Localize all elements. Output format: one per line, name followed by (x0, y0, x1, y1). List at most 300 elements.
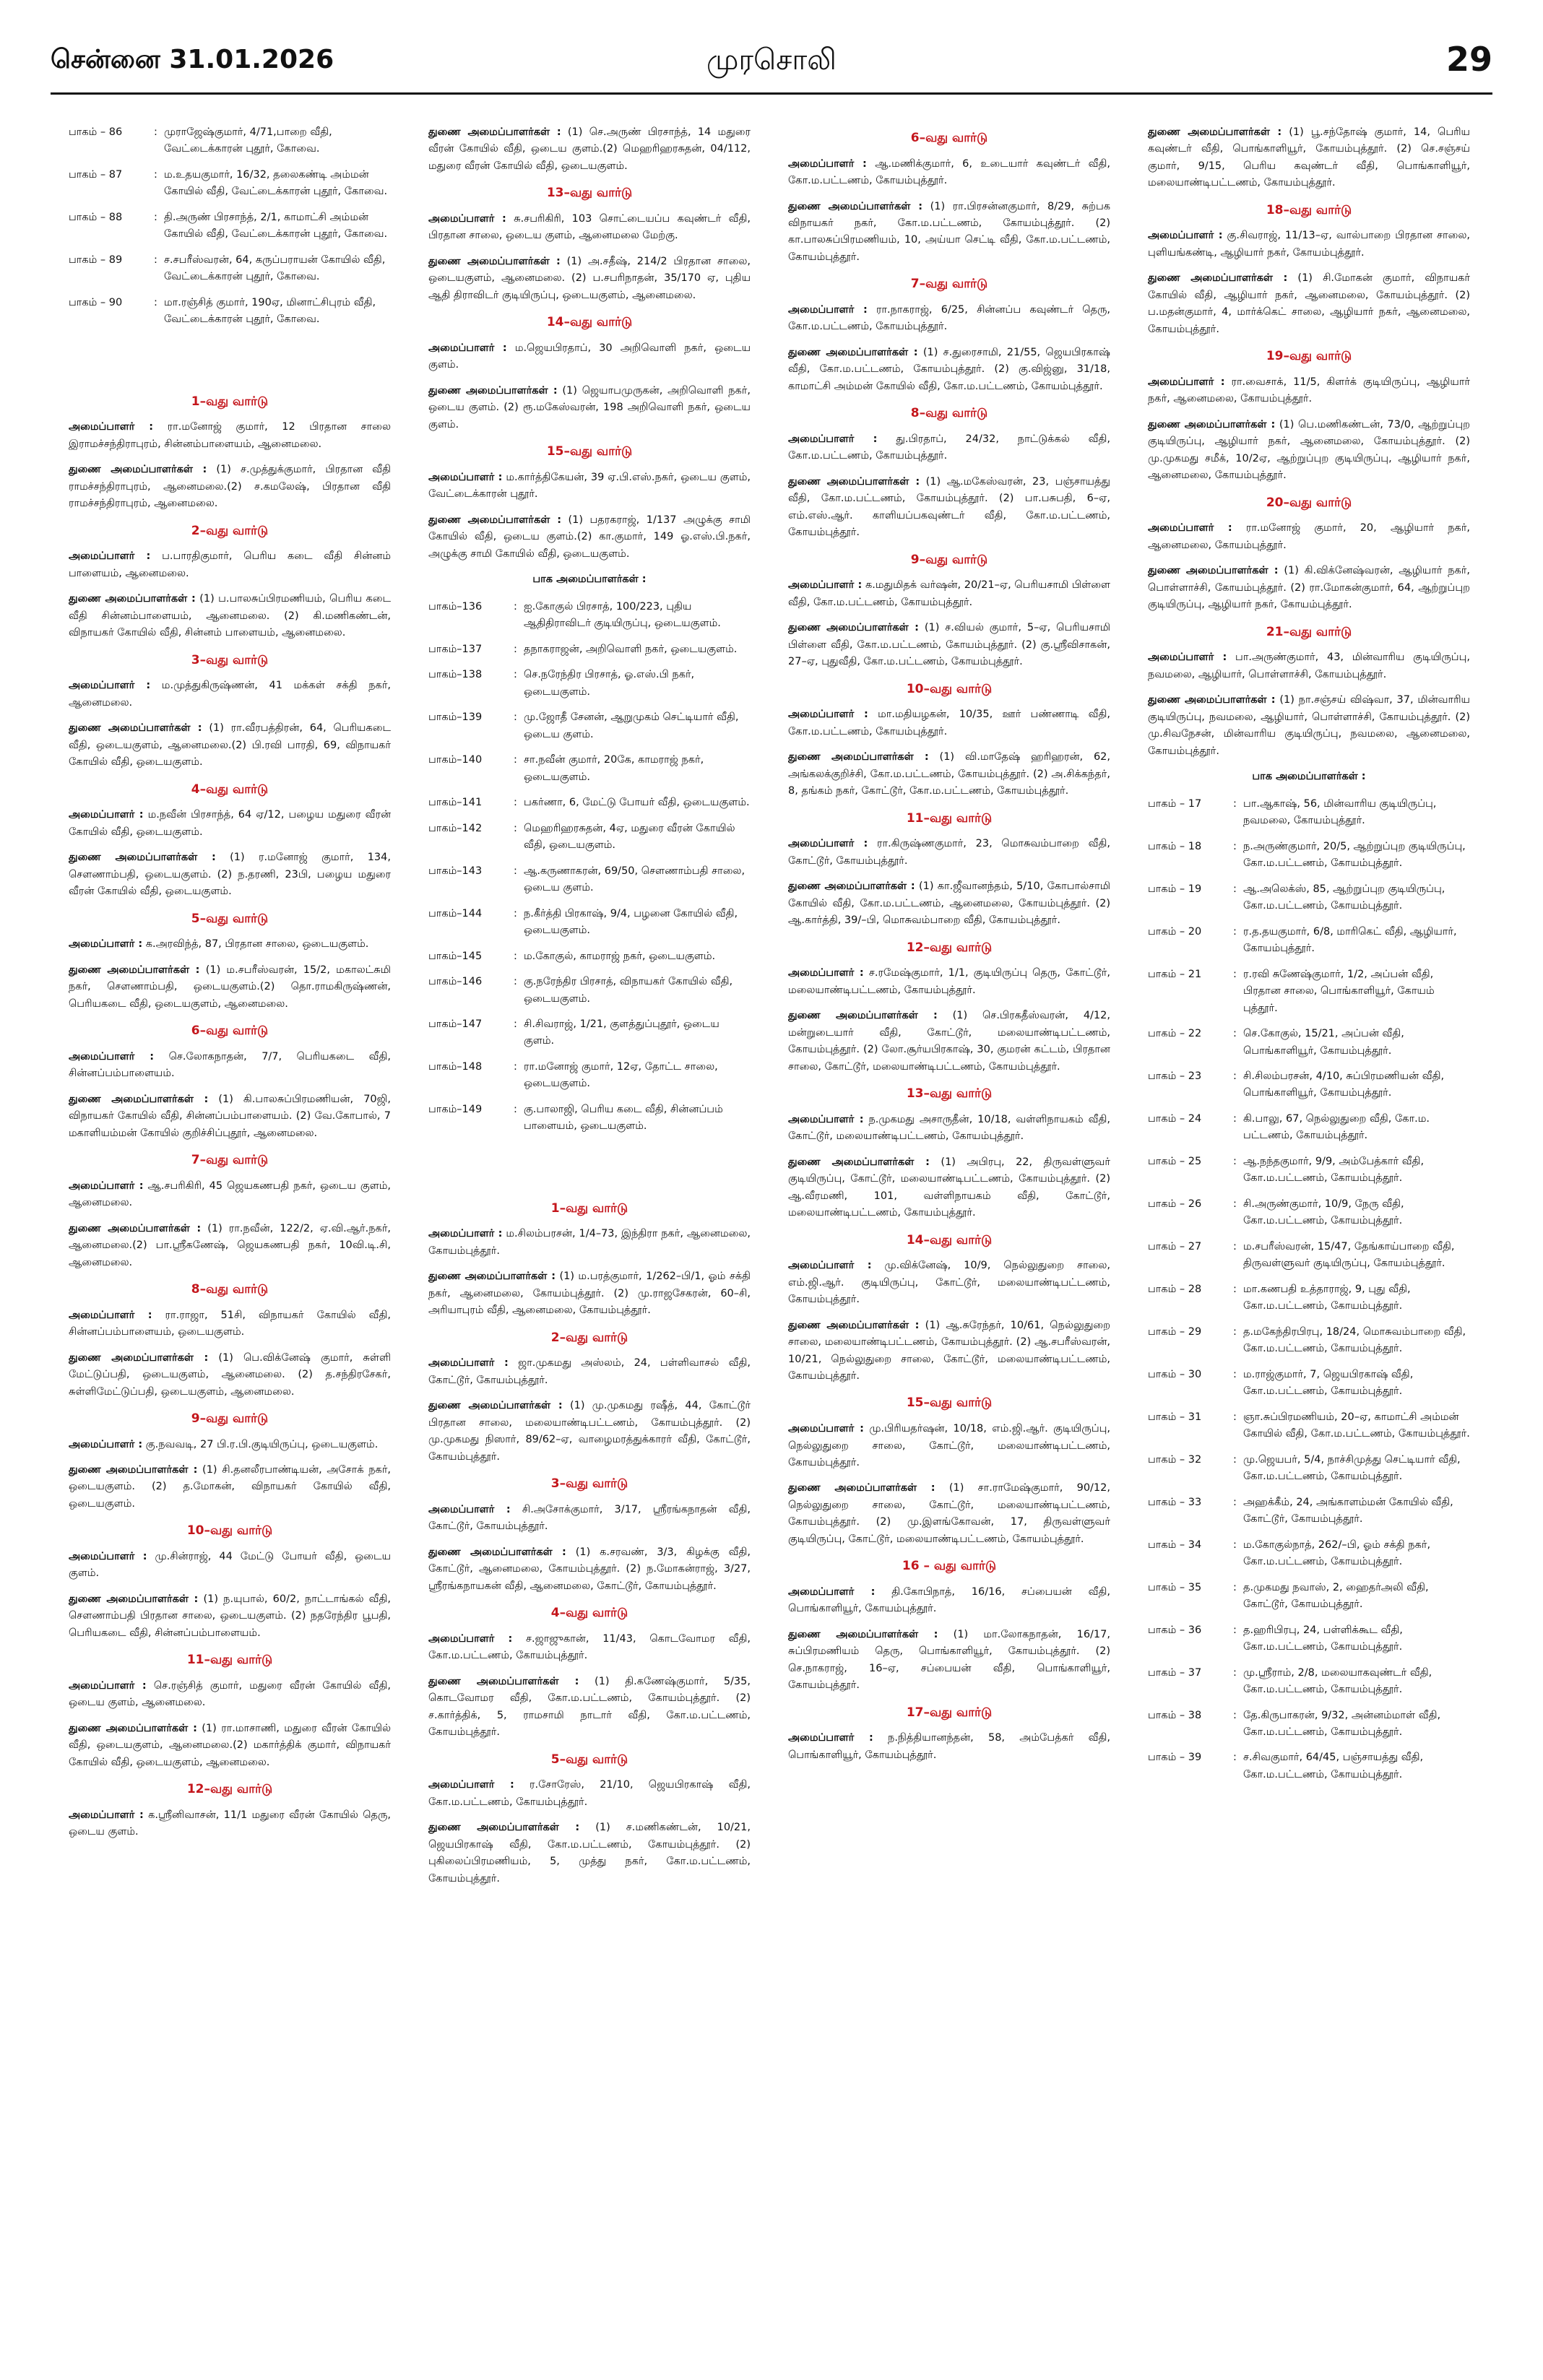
booth-number: பாகம்–144 (428, 907, 483, 919)
booth-entry (428, 641, 751, 658)
role-label: துணை அமைப்பாளர்கள் : (69, 964, 200, 976)
office-bearer-entry (69, 1221, 391, 1271)
entry-text: (1) ரா.மாசாணி, மதுரை வீரன் கோயில் வீதி, ஒடையகுளம், ஆனைமலை.(2) மகார்த்திக் குமார், விநாயகர் கோயில் வீதி, ஒடையகுளம், ஆனைமலை. (69, 1722, 391, 1768)
separator: : (1233, 1198, 1237, 1210)
office-bearer-entry (788, 345, 1110, 395)
booth-entry (1148, 1708, 1470, 1741)
separator: : (154, 254, 157, 266)
entry-text: ம.முத்துகிருஷ்ணன், 41 மக்கள் சக்தி நகர், ஆனைமலை. (69, 680, 391, 709)
office-bearer-entry (69, 1178, 391, 1212)
role-label: அமைப்பாளர் : (1148, 376, 1225, 388)
ward-heading: 12–வது வார்டு (906, 940, 993, 955)
booth-entry (428, 752, 751, 786)
column-4 (1148, 124, 1470, 2363)
booth-number: பாகம் – 32 (1148, 1453, 1202, 1466)
role-label: அமைப்பாளர் : (428, 1228, 503, 1240)
entry-text: (1) ரா.நவீன், 122/2, ஏ.வி.ஆர்.நகர், ஆனைமலை.(2) பா.ஸ்ரீகணேஷ், ஜெயகணபதி நகர், 10வி.டி.சி, ஆனைமலை. (69, 1222, 391, 1268)
booth-number: பாகம்–140 (428, 754, 483, 766)
role-label: துணை அமைப்பாளர்கள் : (428, 514, 562, 526)
role-label: அமைப்பாளர் : (788, 157, 867, 170)
office-bearer-entry (69, 1350, 391, 1401)
entry-text: (1) தி.கணேஷ்குமார், 5/35, கொடவோமர வீதி, கோ.ம.பட்டணம், கோயம்புத்தூர். (2) ச.கார்த்திக், 5, ராமசாமி நாடார் வீதி, கோ.ம.பட்டணம், கோயம்புத்தூர். (428, 1675, 751, 1739)
office-bearer-entry (428, 1268, 751, 1319)
role-label: துணை அமைப்பாளர்கள் : (428, 1400, 563, 1412)
booth-address: ஆ.அலெக்ஸ், 85, ஆற்றுப்புற குடியிருப்பு, கோ.ம.பட்டணம், கோயம்புத்தூர். (1243, 883, 1445, 912)
entry-text: மு.பிரியதர்ஷன், 10/18, எம்.ஜி.ஆர். குடியிருப்பு, நெல்லுதுறை சாலை, கோட்டூர், மலையாண்டிபட்டணம், கோயம்புத்தூர். (788, 1423, 1110, 1468)
office-bearer-entry (69, 1049, 391, 1083)
booth-address: ர.ரவி சுணேஷ்குமார், 1/2, அப்பன் வீதி, பிரதான சாலை, பொங்காளியூர், கோயம் புத்தூர். (1243, 968, 1435, 1014)
booth-address: மு.ஜெயபர், 5/4, நாச்சிமுத்து செட்டியார் வீதி, கோ.ம.பட்டணம், கோயம்புத்தூர். (1243, 1453, 1461, 1483)
booth-address: த.மகேந்திரபிரபு, 18/24, மொசுவம்பாறை வீதி, கோ.ம.பட்டணம், கோயம்புத்தூர். (1243, 1325, 1466, 1355)
role-label: துணை அமைப்பாளர்கள் : (1148, 418, 1276, 430)
role-label: அமைப்பாளர் : (69, 421, 154, 433)
booth-address: தநாகராஜன், அறிவொளி நகர், ஒடையகுளம். (524, 643, 738, 655)
separator: : (1233, 1112, 1237, 1125)
booth-address: செ.நரேந்திர பிரசாத், ஓ.எஸ்.பி நகர், ஒடையகுளம். (524, 669, 695, 698)
role-label: அமைப்பாளர் : (428, 1779, 514, 1791)
booth-entry (1148, 1749, 1470, 1783)
ward-heading: 10–வது வார்டு (906, 681, 993, 696)
role-label: அமைப்பாளர் : (428, 1357, 509, 1369)
entry-text: (1) அ.சதீஷ், 214/2 பிரதான சாலை, ஒடையகுளம், ஆனைமலை. (2) ப.சபரிநாதன், 35/170 ஏ, புதிய ஆதி திராவிடர் குடியிருப்பு, ஒடையகுளம், ஆனைமலை. (428, 255, 751, 301)
entry-text: (1) பதரகராஜ், 1/137 அழுக்கு சாமி கோயில் வீதி, ஒடைய குளம்.(2) கா.குமார், 149 ஓ.எஸ்.பி.நகர், அழுக்கு சாமி கோயில் வீதி, ஒடையகுளம். (428, 514, 751, 560)
office-bearer-entry (69, 462, 391, 512)
booth-address: மெஹரிஹரசுதன், 4ஏ, மதுரை வீரன் கோயில் வீதி, ஒடையகுளம். (524, 822, 735, 852)
booth-number: பாகம்–139 (428, 711, 483, 724)
booth-number: பாகம் – 28 (1148, 1283, 1202, 1295)
ward-heading: 4–வது வார்டு (191, 782, 269, 797)
office-bearer-entry (1148, 374, 1470, 408)
entry-text: ம.ஜெயபிரதாப், 30 அறிவொளி நகர், ஒடைய குளம். (428, 342, 751, 371)
booth-entry (1148, 1665, 1470, 1699)
role-label: துணை அமைப்பாளர்கள் : (69, 1722, 197, 1734)
booth-address: பா.ஆகாஷ், 56, மின்வாரிய குடியிருப்பு, நவமலை, கோயம்புத்தூர். (1243, 797, 1437, 827)
role-label: அமைப்பாளர் : (788, 303, 868, 316)
ward-heading: 3–வது வார்டு (550, 1476, 628, 1492)
booth-number: பாகம் – 27 (1148, 1240, 1202, 1252)
role-label: துணை அமைப்பாளர்கள் : (788, 346, 918, 358)
office-bearer-entry (788, 965, 1110, 999)
entry-text: மு.சின்ராஜ், 44 மேட்டு போயர் வீதி, ஒடைய குளம். (69, 1550, 391, 1580)
ward-heading: 5–வது வார்டு (550, 1752, 628, 1767)
booth-entry (69, 252, 391, 286)
role-label: துணை அமைப்பாளர்கள் : (69, 464, 207, 476)
booth-address: த.ஹரிபிரபு, 24, பள்ளிக்கூட வீதி, கோ.ம.பட்டணம், கோயம்புத்தூர். (1243, 1624, 1403, 1653)
booth-entry (428, 948, 751, 965)
separator: : (1233, 1368, 1237, 1380)
role-label: அமைப்பாளர் : (69, 938, 143, 951)
booth-number: பாகம் – 89 (69, 254, 123, 266)
office-bearer-entry (428, 1777, 751, 1811)
booth-entry (1148, 1409, 1470, 1443)
booth-entry (428, 1016, 751, 1050)
entry-text: ப.பாரதிகுமார், பெரிய கடை வீதி சின்னம் பாளையம், ஆனைமலை. (69, 550, 391, 579)
section-subheading: பாக அமைப்பாளர்கள் : (532, 574, 647, 586)
role-label: துணை அமைப்பாளர்கள் : (788, 1156, 930, 1168)
separator: : (1233, 1155, 1237, 1167)
office-bearer-entry (69, 548, 391, 582)
role-label: துணை அமைப்பாளர்கள் : (788, 1482, 935, 1494)
entry-text: (1) ந.யுபால், 60/2, நாட்டாங்கல் வீதி, சௌணாம்பதி பிரதான சாலை, ஒடையகுளம். (2) நதரேந்திர பூபதி, பெரியகடை வீதி, சின்னப்பம்பாளையம். (69, 1593, 391, 1639)
booth-entry (1148, 1239, 1470, 1273)
separator: : (1233, 883, 1237, 895)
role-label: அமைப்பாளர் : (69, 809, 144, 821)
booth-number: பாகம் – 86 (69, 126, 123, 138)
section-spacer (69, 337, 391, 388)
role-label: அமைப்பாளர் : (428, 1632, 513, 1645)
role-label: துணை அமைப்பாளர்கள் : (788, 751, 929, 763)
role-label: துணை அமைப்பாளர்கள் : (69, 722, 202, 735)
office-bearer-entry (428, 383, 751, 433)
booth-number: பாகம்–136 (428, 600, 483, 613)
separator: : (1233, 1496, 1237, 1508)
separator: : (1233, 1581, 1237, 1593)
office-bearer-entry (428, 211, 751, 245)
role-label: துணை அமைப்பாளர்கள் : (69, 852, 216, 864)
entry-text: ரா.கிருஷ்ணகுமார், 23, மொசுவம்பாறை வீதி, கோட்டூர், கோயம்புத்தூர். (788, 838, 1110, 867)
office-bearer-entry (428, 340, 751, 374)
ward-heading: 11–வது வார்டு (906, 810, 993, 826)
booth-entry (1148, 1537, 1470, 1571)
role-label: அமைப்பாளர் : (69, 680, 151, 692)
entry-text: (1) ச.துரைசாமி, 21/55, ஜெயபிரகாஷ் வீதி, கோ.ம.பட்டணம், கோயம்புத்தூர். (2) கு.விஜ்னு, 31/18, காமாட்சி அம்மன் கோயில் வீதி, கோ.ம.பட்டணம், கோயம்புத்தூர். (788, 346, 1110, 392)
separator: : (1233, 840, 1237, 852)
booth-entry (428, 709, 751, 743)
booth-address: கி.பாலு, 67, நெல்லுதுறை வீதி, கோ.ம. பட்டணம், கோயம்புத்தூர். (1243, 1112, 1430, 1142)
entry-text: (1) ப.பாலசுப்பிரமணியம், பெரிய கடை வீதி சின்னம்பாளையம், ஆனைமலை. (2) கி.மணிகண்டன், விநாயகர் கோயில் வீதி, சின்னம் பாளையம், ஆனைமலை. (69, 593, 391, 639)
booth-address: ஞா.சுப்பிரமணியம், 20–ஏ, காமாட்சி அம்மன் கோயில் வீதி, கோ.ம.பட்டணம், கோயம்புத்தூர். (1243, 1411, 1470, 1440)
entry-text: (1) ச.மணிகண்டன், 10/21, ஜெயபிரகாஷ் வீதி, கோ.ம.பட்டணம், கோயம்புத்தூர். (2) புகிலைப்பிரமணியம், 5, முத்து நகர், கோ.ம.பட்டணம், கோயம்புத்தூர். (428, 1822, 751, 1884)
ward-heading: 12–வது வார்டு (186, 1782, 273, 1797)
office-bearer-entry (428, 254, 751, 304)
ward-heading: 5–வது வார்டு (191, 911, 269, 926)
booth-number: பாகம்–146 (428, 976, 483, 988)
booth-address: ஆ.நந்தகுமார், 9/9, அம்பேத்கார் வீதி, கோ.ம.பட்டணம், கோயம்புத்தூர். (1243, 1155, 1425, 1185)
ward-heading: 8–வது வார்டு (191, 1282, 269, 1297)
ward-heading: 6–வது வார்டு (191, 1024, 269, 1039)
entry-text: செ.லோகநாதன், 7/7, பெரியகடை வீதி, சின்னப்பம்பாளையம். (69, 1050, 391, 1080)
role-label: அமைப்பாளர் : (788, 1260, 872, 1272)
separator: : (514, 600, 517, 613)
role-label: அமைப்பாளர் : (428, 1503, 511, 1515)
booth-entry (1148, 924, 1470, 958)
booth-address: ர.த.தயகுமார், 6/8, மாரிகெட் வீதி, ஆழியார், கோயம்புத்தூர். (1243, 925, 1457, 955)
ward-heading: 17–வது வார்டு (906, 1705, 993, 1720)
booth-entry (69, 209, 391, 243)
office-bearer-entry (69, 720, 391, 771)
entry-text: ஜா.முகமது அஸ்லம், 24, பள்ளிவாசல் வீதி, கோட்டூர், கோயம்புத்தூர். (428, 1357, 751, 1386)
office-bearer-entry (1148, 124, 1470, 192)
separator: : (514, 1103, 517, 1115)
entry-text: (1) கி.பாலசுப்பிரமணியன், 70ஜி, விநாயகர் கோயில் வீதி, சின்னப்பம்பாளையம். (2) வே.கோபால், 7 மகாளியம்மன் கோயில் குறிச்சிப்புதூர், ஆனைமலை. (69, 1093, 391, 1139)
office-bearer-entry (788, 577, 1110, 611)
entry-text: து.பிரதாப், 24/32, நாட்டுக்கல் வீதி, கோ.ம.பட்டணம், கோயம்புத்தூர். (788, 433, 1110, 462)
booth-number: பாகம் – 29 (1148, 1325, 1202, 1338)
ward-heading: 14–வது வார்டு (546, 315, 633, 330)
entry-text: கு.சிவராஜ், 11/13–ஏ, வால்பாறை பிரதான சாலை, புளியங்கண்டி, ஆழியார் நகர், கோயம்புத்தூர். (1148, 230, 1470, 259)
role-label: அமைப்பாளர் : (69, 1438, 143, 1450)
booth-entry (1148, 1452, 1470, 1486)
booth-address: மா.கணபதி உத்தாராஜ், 9, புது வீதி, கோ.ம.பட்டணம், கோயம்புத்தூர். (1243, 1283, 1411, 1312)
office-bearer-entry (788, 1584, 1110, 1618)
separator: : (154, 211, 157, 223)
office-bearer-entry (69, 591, 391, 641)
booth-number: பாகம்–138 (428, 669, 483, 681)
entry-text: க.அரவிந்த், 87, பிரதான சாலை, ஒடையகுளம். (145, 938, 369, 951)
role-label: அமைப்பாளர் : (69, 1050, 155, 1063)
role-label: துணை அமைப்பாளர்கள் : (1148, 565, 1279, 577)
office-bearer-entry (788, 431, 1110, 465)
office-bearer-entry (788, 706, 1110, 740)
column-3 (788, 124, 1110, 2363)
entry-text: ம.சிலம்பரசன், 1/4–73, இந்திரா நகர், ஆனைமலை, கோயம்புத்தூர். (428, 1228, 751, 1257)
separator: : (154, 296, 157, 308)
ward-heading: 9–வது வார்டு (910, 552, 988, 567)
entry-text: (1) பெ.விக்னேஷ் குமார், சுள்ளி மேட்டுப்பதி, ஒடையகுளம், ஆனைமலை. (2) த.சந்திரசேகர், சுள்ளிமேட்டுப்பதி, ஒடையகுளம், ஆனைமலை. (69, 1351, 391, 1398)
column-2 (428, 124, 751, 2363)
entry-text: ம.நவீன் பிரசாந்த், 64 ஏ/12, பழைய மதுரை வீரன் கோயில் வீதி, ஒடையகுளம். (69, 809, 391, 838)
entry-text: (1) சி.மோகன் குமார், விநாயகர் கோயில் வீதி, ஆழியார் நகர், ஆனைமலை, கோயம்புத்தூர். (2) ப.மதன்குமார், 4, மார்க்கெட் சாலை, ஆழியார் நகர், ஆனைமலை, கோயம்புத்தூர். (1148, 272, 1470, 335)
role-label: துணை அமைப்பாளர்கள் : (788, 475, 920, 488)
ward-heading: 15–வது வார்டு (906, 1395, 993, 1411)
role-label: துணை அமைப்பாளர்கள் : (428, 384, 558, 397)
booth-address: ந.கீர்த்தி பிரகாஷ், 9/4, பழனை கோயில் வீதி, ஒடையகுளம். (524, 907, 738, 937)
role-label: அமைப்பாளர் : (69, 1679, 147, 1692)
booth-entry (69, 295, 391, 329)
office-bearer-entry (428, 1544, 751, 1595)
entry-text: (1) அபிரபு, 22, திருவள்ளுவர் குடியிருப்பு, கோட்டூர், மலையாண்டிபட்டணம், கோயம்புத்தூர். (2) ஆ.வீரமணி, 101, வள்ளிநாயகம் வீதி, கோட்டூர், மலையாண்டிபட்டணம், கோயம்புத்தூர். (788, 1156, 1110, 1219)
entry-text: (1) ஜெயாபமுருகன், அறிவொளி நகர், ஒடைய குளம். (2) ரூ.மகேஸ்வரன், 198 அறிவொளி நகர், ஒடைய குளம். (428, 384, 751, 430)
office-bearer-entry (788, 1730, 1110, 1764)
booth-entry (69, 167, 391, 201)
booth-entry (1148, 1068, 1470, 1102)
separator: : (514, 711, 517, 724)
ward-heading: 4–வது வார்டு (550, 1606, 628, 1621)
office-bearer-entry (69, 1307, 391, 1341)
booth-address: ம.கோகுல், காமராஜ் நகர், ஒடையகுளம். (524, 950, 716, 962)
office-bearer-entry (788, 878, 1110, 929)
entry-text: ரா.ராஜா, 51சி, விநாயகர் கோயில் வீதி, சின்னப்பம்பாளையம், ஒடையகுளம். (69, 1309, 391, 1338)
ward-heading: 20–வது வார்டு (1266, 495, 1352, 510)
office-bearer-entry (69, 678, 391, 711)
booth-address: கு.நரேந்திர பிரசாத், விநாயகர் கோயில் வீதி, ஒடையகுளம். (524, 976, 733, 1005)
office-bearer-entry (788, 1112, 1110, 1146)
role-label: துணை அமைப்பாளர்கள் : (1148, 694, 1276, 706)
ward-heading: 13–வது வார்டு (906, 1086, 993, 1102)
separator: : (1233, 1453, 1237, 1466)
office-bearer-entry (1148, 520, 1470, 554)
office-bearer-entry (428, 1674, 751, 1741)
office-bearer-entry (69, 849, 391, 900)
booth-entry (428, 599, 751, 633)
office-bearer-entry (788, 302, 1110, 336)
entry-text: ஆ.சபரிகிரி, 45 ஜெயகணபதி நகர், ஒடைய குளம், ஆனைமலை. (69, 1180, 391, 1209)
entry-text: ந.நித்தியானந்தன், 58, அம்பேத்கர் வீதி, பொங்காளியூர், கோயம்புத்தூர். (788, 1732, 1110, 1761)
office-bearer-entry (69, 1437, 391, 1453)
booth-entry (1148, 796, 1470, 830)
entry-text: ரா.மனோஜ் குமார், 12 பிரதான சாலை இராமச்சந்திராபுரம், சின்னம்பாளையம், ஆனைமலை. (69, 421, 391, 450)
entry-text: செ.ரஞ்சித் குமார், மதுரை வீரன் கோயில் வீதி, ஒடைய குளம், ஆனைமலை. (69, 1679, 391, 1709)
booth-address: செ.கோகுல், 15/21, அப்பன் வீதி, பொங்காளியூர், கோயம்புத்தூர். (1243, 1028, 1404, 1057)
entry-text: சி.அசோக்குமார், 3/17, ஸ்ரீரங்கநாதன் வீதி, கோட்டூர், கோயம்புத்தூர். (428, 1503, 751, 1533)
entry-text: (1) மு.முகமது ரஷீத், 44, கோட்டூர் பிரதான சாலை, மலையாண்டிபட்டணம், கோயம்புத்தூர். (2) மு.முகமது நிஸார், 89/62–ஏ, வாழைமரத்துக்காரர் வீதி, கோட்டூர், கோயம்புத்தூர். (428, 1400, 751, 1463)
role-label: அமைப்பாளர் : (69, 550, 151, 563)
booth-entry (1148, 1494, 1470, 1528)
booth-number: பாகம் – 20 (1148, 925, 1202, 938)
booth-entry (428, 906, 751, 940)
office-bearer-entry (69, 1591, 391, 1642)
entry-text: (1) ரா.வீரபத்திரன், 64, பெரியகடை வீதி, ஒடையகுளம், ஆனைமலை.(2) பி.ரவி பாரதி, 69, விநாயகர் கோயில் வீதி, ஒடையகுளம். (69, 722, 391, 769)
role-label: அமைப்பாளர் : (69, 1809, 144, 1821)
role-label: துணை அமைப்பாளர்கள் : (428, 255, 561, 267)
entry-text: (1) மா.லோகநாதன், 16/17, சுப்பிரமணியம் தெரு, பொங்காளியூர், கோயம்புத்தூர். (2) செ.நாகராஜ், 16–ஏ, சப்பையன் வீதி, பொங்காளியூர், கோயம்புத்தூர். (788, 1628, 1110, 1692)
booth-address: மு.ஜோதீ சேனன், ஆறுமுகம் செட்டியார் வீதி, ஒடைய குளம். (524, 711, 739, 740)
ward-heading: 11–வது வார்டு (186, 1653, 273, 1668)
booth-address: ம.சபரீஸ்வரன், 15/47, தேங்காய்பாறை வீதி, திருவள்ளுவர் குடியிருப்பு, கோயம்புத்தூர். (1243, 1240, 1455, 1270)
separator: : (1233, 1411, 1237, 1423)
role-label: அமைப்பாளர் : (428, 471, 503, 483)
entry-text: (1) ஆ.மகேஸ்வரன், 23, பஞ்சாயத்து வீதி, கோ.ம.பட்டணம், கோயம்புத்தூர். (2) பா.பசுபதி, 6–ஏ, எம்.எஸ்.ஆர். காளியப்பகவுண்டர் வீதி, கோ.ம.பட்டணம், கோயம்புத்தூர். (788, 475, 1110, 539)
ward-heading: 14–வது வார்டு (906, 1232, 993, 1247)
booth-address: ரா.மனோஜ் குமார், 12ஏ, தோட்ட சாலை, ஒடையகுளம். (524, 1060, 718, 1090)
masthead-rule (51, 92, 1492, 95)
office-bearer-entry (428, 512, 751, 563)
separator: : (514, 1018, 517, 1030)
booth-address: ந.அருண்குமார், 20/5, ஆற்றுப்புற குடியிருப்பு, கோ.ம.பட்டணம், கோயம்புத்தூர். (1243, 840, 1466, 870)
entry-text: தி.கோபிநாத், 16/16, சப்பையன் வீதி, பொங்காளியூர், கோயம்புத்தூர். (788, 1585, 1110, 1615)
office-bearer-entry (428, 1502, 751, 1536)
ward-heading: 1–வது வார்டு (550, 1200, 628, 1216)
entry-text: மா.மதியழகன், 10/35, ஊர் பண்ணாடி வீதி, கோ.ம.பட்டணம், கோயம்புத்தூர். (788, 709, 1110, 737)
booth-number: பாகம் – 17 (1148, 797, 1202, 810)
entry-text: (1) ச.முத்துக்குமார், பிரதான வீதி ராமச்சந்திராபுரம், ஆனைமலை.(2) ச.கமலேஷ், பிரதான வீதி ராமச்சந்திராபுரம், ஆனைமலை. (69, 464, 391, 510)
separator: : (1233, 1666, 1237, 1679)
entry-text: (1) செ.அருண் பிரசாந்த், 14 மதுரை வீரன் கோயில் வீதி, ஒடைய குளம்.(2) மெஹரிஹரசுதன், 04/112, மதுரை வீரன் கோயில் வீதி, ஒடையகுளம். (428, 126, 751, 172)
booth-number: பாகம் – 34 (1148, 1539, 1202, 1551)
booth-address: த.முகமது நவாஸ், 2, ஹைதர்அலி வீதி, கோட்டூர், கோயம்புத்தூர். (1243, 1581, 1429, 1611)
role-label: துணை அமைப்பாளர்கள் : (428, 1546, 566, 1558)
entry-text: ரா.நாகராஜ், 6/25, சின்னப்ப கவுண்டர் தெரு, கோ.ம.பட்டணம், கோயம்புத்தூர். (788, 303, 1110, 333)
entry-text: (1) நா.சஞ்சய் விஷ்வா, 37, மின்வாரிய குடியிருப்பு, நவமலை, ஆழியார், பொள்ளாச்சி, கோயம்புத்தூர். (2) மு.சிவநேசன், மின்வாரிய குடியிருப்பு, நவமலை, ஆனைமலை, கோயம்புத்தூர். (1148, 694, 1470, 757)
booth-address: தி.அருண் பிரசாந்த், 2/1, காமாட்சி அம்மன் கோயில் வீதி, வேட்டைக்காரன் புதூர், கோவை. (164, 211, 388, 241)
booth-entry (428, 821, 751, 854)
booth-entry (428, 1059, 751, 1093)
role-label: அமைப்பாளர் : (788, 1585, 876, 1598)
entry-text: ரா.மனோஜ் குமார், 20, ஆழியார் நகர், ஆனைமலை, கோயம்புத்தூர். (1148, 522, 1470, 551)
entry-text: (1) ர.மனோஜ் குமார், 134, சௌணாம்பதி, ஒடையகுளம். (2) ந.தரணி, 23பி, பழைய மதுரை வீரன் கோயில் வீதி, ஒடையகுளம். (69, 852, 391, 898)
office-bearer-entry (1148, 692, 1470, 760)
separator: : (514, 797, 517, 809)
ward-heading: 10–வது வார்டு (186, 1523, 273, 1539)
booth-address: மா.ரஞ்சித் குமார், 190ஏ, மினாட்சிபுரம் வீதி, வேட்டைக்காரன் புதூர், கோவை. (164, 296, 376, 326)
role-label: துணை அமைப்பாளர்கள் : (428, 1271, 556, 1283)
booth-number: பாகம் – 26 (1148, 1198, 1202, 1210)
booth-entry (428, 1102, 751, 1135)
booth-address: ம.கோகுல்நாத், 262/–பி, ஓம் சக்தி நகர், கோ.ம.பட்டணம், கோயம்புத்தூர். (1243, 1539, 1431, 1568)
ward-heading: 7–வது வார்டு (191, 1153, 269, 1168)
masthead (0, 0, 1543, 98)
entry-text: (1) ம.பரத்குமார், 1/262–பி/1, ஓம் சக்தி நகர், ஆனைமலை, கோயம்புத்தூர். (2) மு.ராஜசேகரன், 60–சி, அரியாபுரம் வீதி, ஆனைமலை, கோயம்புத்தூர். (428, 1271, 751, 1317)
role-label: அமைப்பாளர் : (1148, 652, 1227, 664)
office-bearer-entry (788, 156, 1110, 190)
role-label: அமைப்பாளர் : (1148, 230, 1223, 242)
booth-number: பாகம் – 19 (1148, 883, 1202, 895)
separator: : (1233, 1752, 1237, 1764)
booth-address: ச.சிவகுமார், 64/45, பஞ்சாயத்து வீதி, கோ.ம.பட்டணம், கோயம்புத்தூர். (1243, 1752, 1424, 1780)
office-bearer-entry (788, 749, 1110, 800)
entry-text: (1) கி.விக்னேஷ்வரன், ஆழியார் நகர், பொள்ளாச்சி, கோயம்புத்தூர். (2) ரா.மோகன்குமார், 64, ஆற்றுப்புற குடியிருப்பு, ஆழியார் நகர், கோயம்புத்தூர். (1148, 565, 1470, 611)
booth-address: கு.பாலாஜி, பெரிய கடை வீதி, சின்னப்பம் பாளையம், ஒடையகுளம். (524, 1103, 723, 1133)
office-bearer-entry (788, 1317, 1110, 1385)
booth-number: பாகம் – 24 (1148, 1112, 1202, 1125)
office-bearer-entry (69, 1678, 391, 1712)
office-bearer-entry (69, 1807, 391, 1841)
booth-number: பாகம் – 22 (1148, 1028, 1202, 1040)
entry-text: (1) செ.பிரகதீஸ்வரன், 4/12, மன்றுடையார் வீதி, கோட்டூர், மலையாண்டிபட்டணம், கோயம்புத்தூர். (2) லோ.சூர்யபிரகாஷ், 30, குமரன் கட்டம், பிரதான சாலை, கோட்டூர், மலையாண்டிபட்டணம், கோயம்புத்தூர். (788, 1010, 1110, 1073)
office-bearer-entry (428, 1398, 751, 1466)
booth-number: பாகம்–147 (428, 1018, 483, 1030)
separator: : (514, 865, 517, 877)
separator: : (1233, 1283, 1237, 1295)
office-bearer-entry (788, 1154, 1110, 1222)
booth-entry (1148, 1281, 1470, 1315)
booth-number: பாகம் – 36 (1148, 1624, 1202, 1636)
office-bearer-entry (788, 1627, 1110, 1695)
separator: : (1233, 797, 1237, 810)
entry-text: (1) ஆ.சுரேந்தர், 10/61, நெல்லுதுறை சாலை, மலையாண்டிபட்டணம், கோயம்புத்தூர். (2) ஆ.சபரீஸ்வரன், 10/21, நெல்லுதுறை சாலை, கோட்டூர், மலையாண்டிபட்டணம், கோயம்புத்தூர். (788, 1319, 1110, 1382)
booth-number: பாகம்–149 (428, 1103, 483, 1115)
role-label: துணை அமைப்பாளர்கள் : (788, 1319, 920, 1331)
role-label: துணை அமைப்பாளர்கள் : (788, 200, 923, 212)
separator: : (514, 976, 517, 988)
entry-text: (1) ரா.பிரசன்னகுமார், 8/29, சுற்பக விநாயகர் நகர், கோ.ம.பட்டணம், கோயம்புத்தூர். (2) கா.பாலசுப்பிரமணியம், 10, அய்யா செட்டி வீதி, கோ.ம.பட்டணம், கோயம்புத்தூர். (788, 200, 1110, 263)
office-bearer-entry (69, 807, 391, 841)
booth-address: அஹக்கீம், 24, அங்காளம்மன் கோயில் வீதி, கோட்டூர், கோயம்புத்தூர். (1243, 1496, 1453, 1526)
separator: : (154, 168, 157, 181)
entry-text: ம.கார்த்திகேயன், 39 ஏ.பி.எஸ்.நகர், ஒடைய குளம், வேட்டைக்காரன் புதூர். (428, 471, 751, 501)
page-number: 29 (1445, 40, 1492, 79)
booth-number: பாகம்–142 (428, 822, 483, 834)
booth-address: ச.சபரீஸ்வரன், 64, கருப்பராயன் கோயில் வீதி, வேட்டைக்காரன் புதூர், கோவை. (164, 254, 386, 283)
office-bearer-entry (69, 936, 391, 953)
entry-text: (1) சா.ராமேஷ்குமார், 90/12, நெல்லுதுறை சாலை, கோட்டூர், மலையாண்டிபட்டணம், கோயம்புத்தூர். (2) மு.இளங்கோவன், 17, திருவள்ளுவர் குடியிருப்பு, கோட்டூர், மலையாண்டிபட்டணம், கோயம்புத்தூர். (788, 1482, 1110, 1545)
booth-address: தே.கிருபாகரன், 9/32, அன்னம்மாள் வீதி, கோ.ம.பட்டணம், கோயம்புத்தூர். (1243, 1709, 1441, 1738)
ward-heading: 15–வது வார்டு (546, 444, 633, 459)
office-bearer-entry (1148, 563, 1470, 613)
office-bearer-entry (428, 469, 751, 503)
ward-heading: 8–வது வார்டு (910, 406, 988, 421)
role-label: துணை அமைப்பாளர்கள் : (788, 1628, 938, 1640)
booth-entry (1148, 1154, 1470, 1187)
separator: : (514, 950, 517, 962)
entry-text: (1) ச.வியல் குமார், 5–ஏ, பெரியசாமி பிள்ளை வீதி, கோ.ம.பட்டணம், கோயம்புத்தூர். (2) கு.ஸ்ரீவிசாகன், 27–ஏ, புதுவீதி, கோ.ம.பட்டணம், கோயம்புத்தூர். (788, 622, 1110, 668)
booth-number: பாகம் – 30 (1148, 1368, 1202, 1380)
ward-heading: 18–வது வார்டு (1266, 202, 1352, 217)
section-subheading: பாக அமைப்பாளர்கள் : (1252, 771, 1366, 783)
role-label: அமைப்பாளர் : (69, 1550, 147, 1562)
office-bearer-entry (69, 1091, 391, 1142)
separator: : (1233, 1240, 1237, 1252)
office-bearer-entry (69, 419, 391, 453)
article-columns (69, 124, 1470, 2363)
office-bearer-entry (788, 1258, 1110, 1308)
entry-text: (1) ம.சபரீஸ்வரன், 15/2, மகாலட்சுமி நகர், சௌணாம்பதி, ஒடையகுளம்.(2) தொ.ராமகிருஷ்ணன், பெரியகடை வீதி, ஒடையகுளம், ஆனைமலை. (69, 964, 391, 1010)
booth-address: மு.ஸ்ரீராம், 2/8, மலையாகவுண்டர் வீதி, கோ.ம.பட்டணம், கோயம்புத்தூர். (1243, 1666, 1432, 1696)
issue-date: சென்னை 31.01.2026 (51, 45, 334, 74)
booth-number: பாகம் – 35 (1148, 1581, 1202, 1593)
office-bearer-entry (428, 124, 751, 175)
role-label: துணை அமைப்பாளர்கள் : (69, 1464, 198, 1476)
